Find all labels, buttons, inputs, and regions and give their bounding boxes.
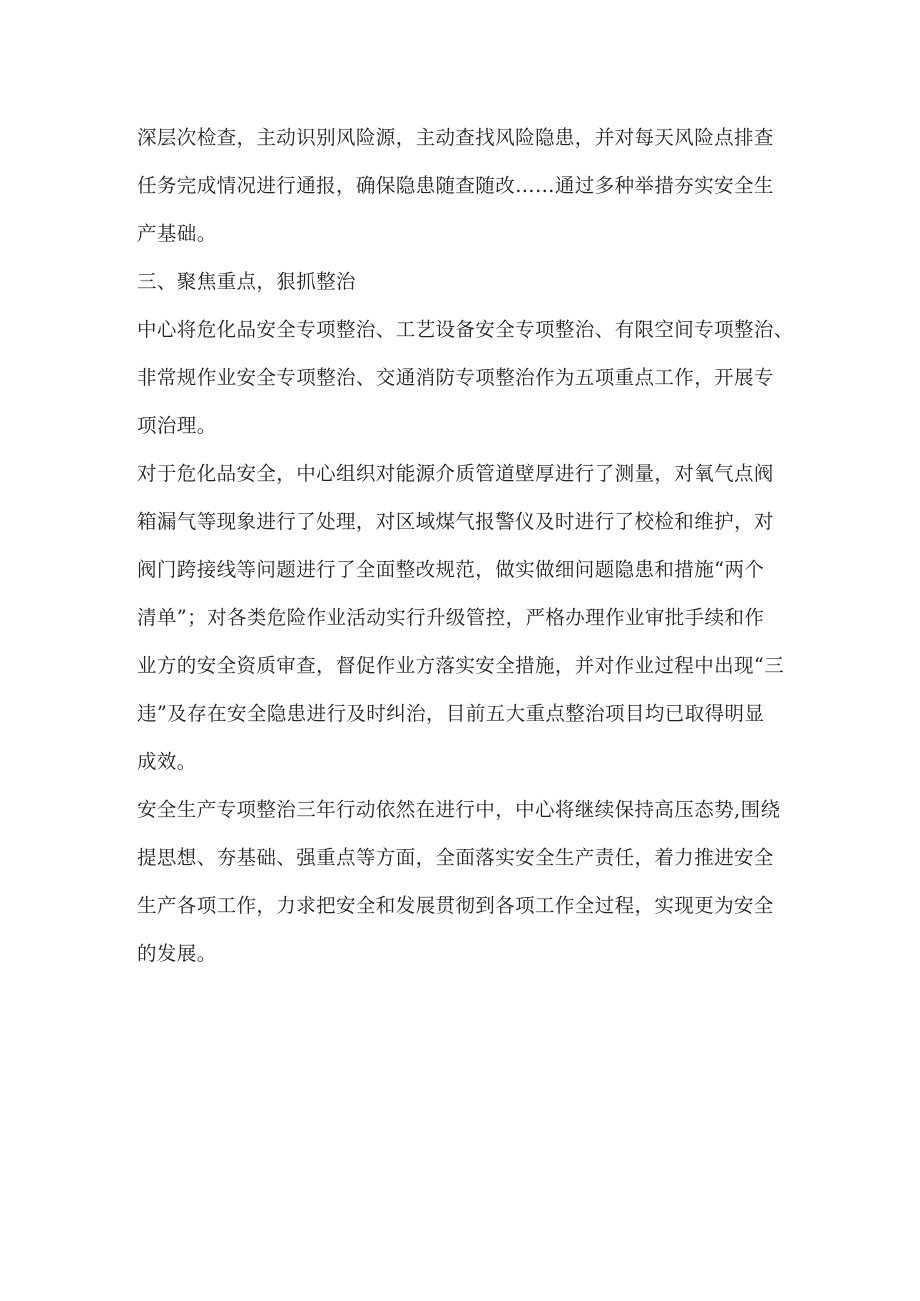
text-line: 提思想、夯基础、强重点等方面，全面落实安全生产责任，着力推进安全 xyxy=(137,846,774,869)
section-heading xyxy=(137,258,797,306)
document-body xyxy=(137,114,797,978)
text-line: 箱漏气等现象进行了处理，对区域煤气报警仪及时进行了校检和维护，对 xyxy=(137,510,774,533)
paragraph-hazardous-chemicals xyxy=(137,450,797,786)
text-line: 的发展。 xyxy=(137,942,217,965)
text-line: 生产各项工作，力求把安全和发展贯彻到各项工作全过程，实现更为安全 xyxy=(137,894,774,917)
text-line: 深层次检查，主动识别风险源，主动查找风险隐患，并对每天风险点排查 xyxy=(137,126,774,149)
text-line: 中心将危化品安全专项整治、工艺设备安全专项整治、有限空间专项整治、 xyxy=(137,318,794,341)
text-line: 违”及存在安全隐患进行及时纠治，目前五大重点整治项目均已取得明显 xyxy=(137,702,765,725)
text-line: 非常规作业安全专项整治、交通消防专项整治作为五项重点工作，开展专 xyxy=(137,366,774,389)
text-line: 业方的安全资质审查，督促作业方落实安全措施，并对作业过程中出现“三 xyxy=(137,654,785,677)
paragraph-key-rectifications xyxy=(137,306,797,450)
paragraph-inspection-summary xyxy=(137,114,797,258)
text-line: 项治理。 xyxy=(137,414,217,437)
text-line: 成效。 xyxy=(137,750,197,773)
text-line: 安全生产专项整治三年行动依然在进行中，中心将继续保持高压态势,围绕 xyxy=(137,798,781,821)
text-line: 产基础。 xyxy=(137,222,217,245)
text-line: 任务完成情况进行通报，确保隐患随查随改……通过多种举措夯实安全生 xyxy=(137,174,774,197)
text-line: 对于危化品安全，中心组织对能源介质管道壁厚进行了测量，对氧气点阀 xyxy=(137,462,774,485)
heading-line: 三、聚焦重点，狠抓整治 xyxy=(137,270,356,293)
text-line: 阀门跨接线等问题进行了全面整改规范，做实做细问题隐患和措施“两个 xyxy=(137,558,765,581)
text-line: 清单”；对各类危险作业活动实行升级管控，严格办理作业审批手续和作 xyxy=(137,606,765,629)
paragraph-three-year-action xyxy=(137,786,797,978)
